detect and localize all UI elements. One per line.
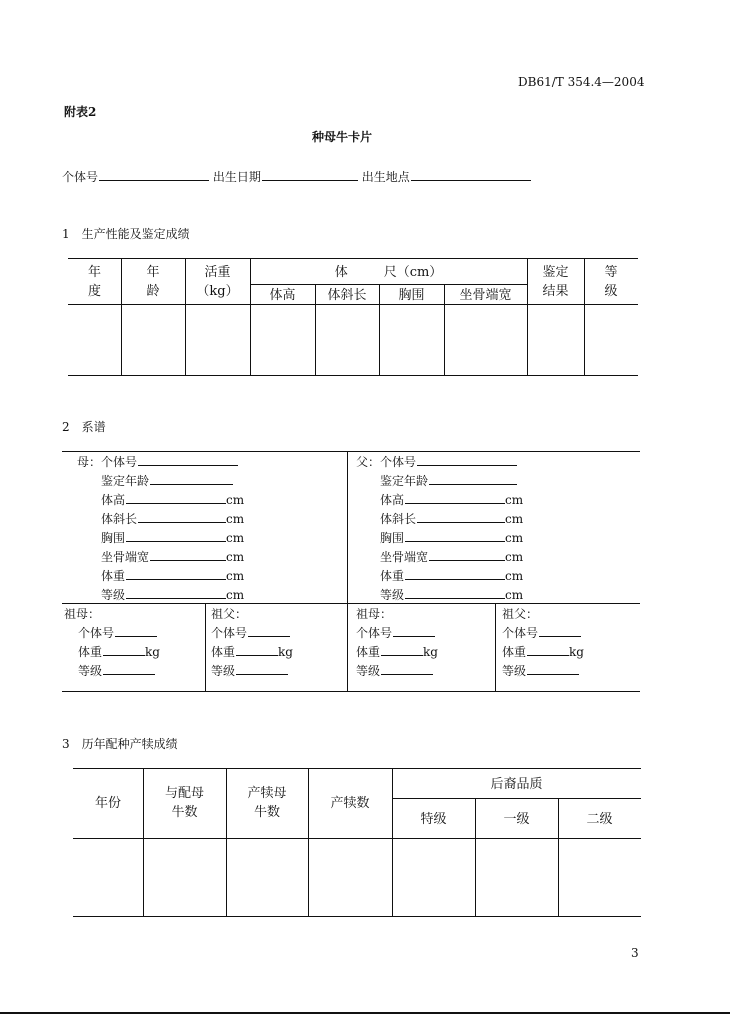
col-hip-width: 坐骨端宽 [459,288,512,303]
grandfather-maternal: 祖父： 个体号 体重 kg 等级 [211,607,293,678]
sire-block: 父：个体号 鉴定年龄 体高 cm 体斜长 cm 胸围 cm 坐骨端宽 cm 体重 cm 等级 cm [356,455,524,602]
col-live-weight: 活重 （kg） [196,265,239,299]
dam-label: 母： [77,455,102,469]
birth-date-blank[interactable] [262,180,358,181]
section3-heading: 3 历年配种产犊成绩 [62,737,178,751]
appendix-label: 附表2 [64,105,97,119]
card-title: 种母牛卡片 [312,130,373,144]
col-calving-cows: 产犊母 牛数 [247,786,287,820]
bottom-rule [0,1012,730,1014]
dam-block: 母：个体号 鉴定年龄 体高 cm 体斜长 cm 胸围 cm 坐骨端宽 cm 体重 cm 等级 cm [77,455,245,602]
section1-heading: 1 生产性能及鉴定成绩 [62,227,190,241]
col-height: 体高 [269,288,296,303]
col-oblique-length: 体斜长 [327,288,367,303]
col-mated-cows: 与配母 牛数 [164,786,204,820]
birth-place-label: 出生地点 [361,170,410,184]
col-offspring-quality: 后裔品质 [490,777,543,792]
info-fields [62,168,531,185]
col-year: 年份 [94,796,121,811]
id-blank[interactable] [99,180,209,181]
grandfather-paternal: 祖父： 个体号 体重 kg 等级 [502,607,584,678]
col-second-grade: 二级 [586,812,613,827]
sire-label: 父： [356,455,381,469]
col-age: 年 龄 [146,265,160,299]
section2-heading: 2 系谱 [62,420,106,434]
col-chest: 胸围 [398,288,425,303]
standard-number: DB61/T 354.4—2004 [518,75,645,89]
id-label: 个体号 [62,170,99,184]
col-calf-count: 产犊数 [330,796,370,811]
col-grade: 等 级 [604,265,618,299]
grandmother-paternal: 祖母： 个体号 体重 kg 等级 [356,607,438,678]
birth-place-blank[interactable] [411,180,531,181]
birth-date-label: 出生日期 [212,170,261,184]
col-first-grade: 一级 [503,812,530,827]
col-appraisal: 鉴定 结果 [542,265,569,299]
col-body-size: 体 尺（cm） [334,265,443,280]
grandmother-maternal: 祖母： 个体号 体重 kg 等级 [64,607,160,678]
col-special-grade: 特级 [420,812,447,827]
page-number: 3 [631,946,639,960]
col-year: 年 度 [87,265,101,299]
